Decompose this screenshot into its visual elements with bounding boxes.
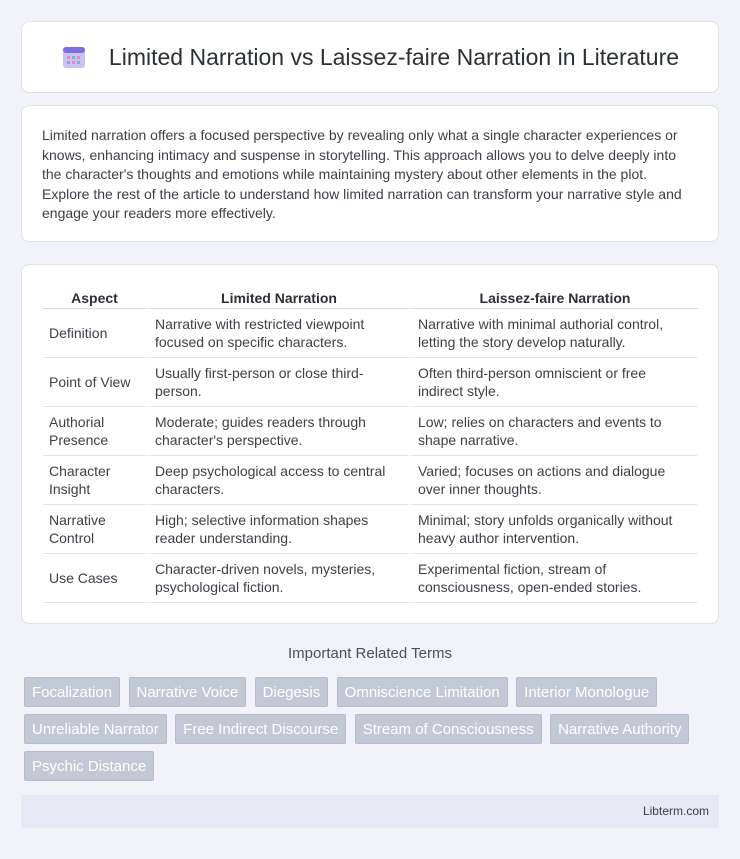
intro-card (21, 105, 719, 242)
table-cell-limited: High; selective information shapes reader understanding. (146, 505, 409, 554)
related-term-tag[interactable]: Narrative Voice (129, 677, 247, 707)
table-cell-aspect: Character Insight (43, 456, 146, 505)
related-term-tag[interactable]: Diegesis (255, 677, 329, 707)
table-cell-laissez-faire: Often third-person omniscient or free indirect style. (409, 358, 698, 407)
related-term-tag[interactable]: Psychic Distance (24, 751, 154, 781)
table-header-row (43, 287, 698, 309)
footer (21, 795, 719, 828)
related-terms-list (24, 677, 724, 788)
related-term-tag[interactable]: Stream of Consciousness (355, 714, 542, 744)
related-term-tag[interactable]: Free Indirect Discourse (175, 714, 346, 744)
table-cell-laissez-faire: Narrative with minimal authorial control, letting the story develop naturally. (409, 309, 698, 358)
footer-site-link[interactable]: Libterm.com (642, 804, 709, 818)
related-term-tag[interactable]: Interior Monologue (516, 677, 657, 707)
table-cell-aspect: Use Cases (43, 554, 146, 603)
table-cell-limited: Usually first-person or close third-person. (146, 358, 409, 407)
table-header-aspect: Aspect (43, 287, 146, 309)
table-header-laissez-faire: Laissez-faire Narration (409, 287, 698, 309)
table-cell-limited: Deep psychological access to central characters. (146, 456, 409, 505)
related-term-tag[interactable]: Omniscience Limitation (337, 677, 508, 707)
header-card (21, 21, 719, 93)
table-header-limited: Limited Narration (146, 287, 409, 309)
table-cell-aspect: Point of View (43, 358, 146, 407)
related-term-tag[interactable]: Focalization (24, 677, 120, 707)
related-terms-title: Important Related Terms (288, 645, 452, 662)
table-cell-limited: Narrative with restricted viewpoint focused on specific characters. (146, 309, 409, 358)
table-cell-limited: Moderate; guides readers through character's perspective. (146, 407, 409, 456)
table-cell-aspect: Narrative Control (43, 505, 146, 554)
table-row (43, 505, 698, 554)
page-title: Limited Narration vs Laissez-faire Narration in Literature (108, 43, 680, 70)
table-cell-laissez-faire: Experimental fiction, stream of consciousness, open-ended stories. (409, 554, 698, 603)
document-list-icon (61, 44, 87, 70)
table-row (43, 407, 698, 456)
comparison-table-card (21, 264, 719, 624)
table-row (43, 456, 698, 505)
related-term-tag[interactable]: Narrative Authority (550, 714, 689, 744)
table-cell-aspect: Authorial Presence (43, 407, 146, 456)
intro-paragraph: Limited narration offers a focused perspective by revealing only what a single character experiences or knows, enhancing intimacy and suspense in storytelling. This approach allows you to delve deeply into the character's thoughts and emotions while maintaining mystery about other elements in the plot. Explore the rest of the article to understand how limited narration can transform your narrative style and engage your readers more effectively. (42, 127, 682, 222)
table-cell-laissez-faire: Minimal; story unfolds organically without heavy author intervention. (409, 505, 698, 554)
table-row (43, 358, 698, 407)
table-cell-aspect: Definition (43, 309, 146, 358)
table-cell-laissez-faire: Low; relies on characters and events to shape narrative. (409, 407, 698, 456)
table-cell-laissez-faire: Varied; focuses on actions and dialogue over inner thoughts. (409, 456, 698, 505)
comparison-table (43, 287, 698, 603)
related-term-tag[interactable]: Unreliable Narrator (24, 714, 167, 744)
table-row (43, 554, 698, 603)
table-row (43, 309, 698, 358)
table-cell-limited: Character-driven novels, mysteries, psychological fiction. (146, 554, 409, 603)
